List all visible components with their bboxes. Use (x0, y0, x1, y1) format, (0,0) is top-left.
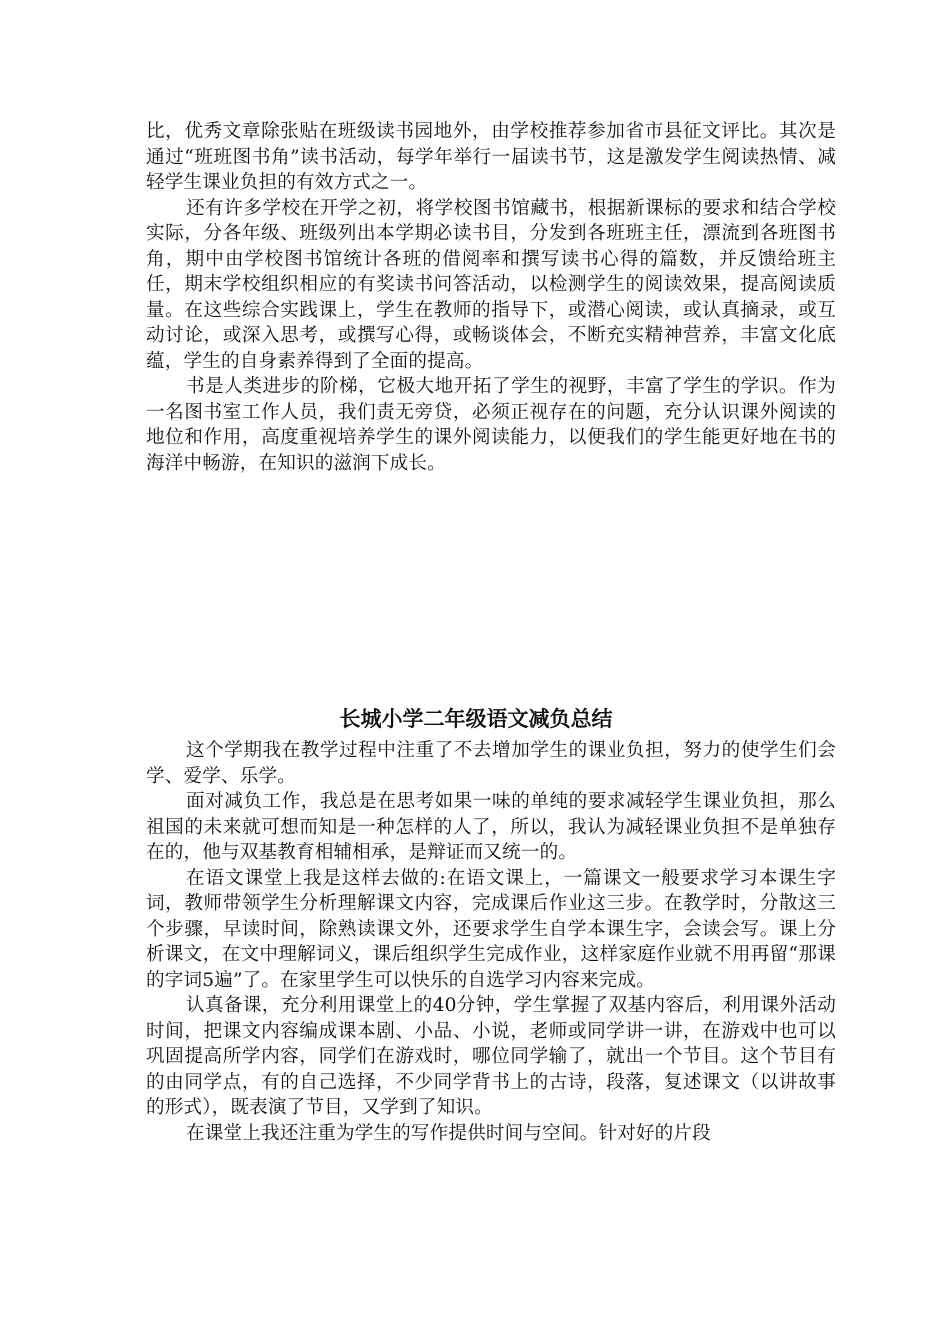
paragraph: 认真备课，充分利用课堂上的40分钟，学生掌握了双基内容后，利用课外活动时间，把课文内容编成课本剧、小品、小说，老师或同学讲一讲，在游戏中也可以巩固提高所学内容，同学们在游戏时，哪位同学输了，就出一个节目。这个节目有的由同学点，有的自己选择，不少同学背书上的古诗，段落，复述课文（以讲故事的形式），既表演了节目，又学到了知识。 (146, 995, 836, 1118)
paragraph: 在语文课堂上我是这样去做的:在语文课上，一篇课文一般要求学习本课生字词，教师带领学生分析理解课文内容，完成课后作业这三步。在教学时，分散这三个步骤，早读时间，除熟读课文外，还要求学生自学本课生字，会读会写。课上分析课文，在文中理解词义，课后组织学生完成作业，这样家庭作业就不用再留“那课的字词5遍”了。在家里学生可以快乐的自选学习内容来完成。 (146, 867, 836, 991)
paragraph: 这个学期我在教学过程中注重了不去增加学生的课业负担，努力的使学生们会学、爱学、乐学。 (146, 740, 836, 787)
paragraph: 在课堂上我还注重为学生的写作提供时间与空间。针对好的片段 (186, 1122, 711, 1144)
paragraph: 书是人类进步的阶梯，它极大地开拓了学生的视野，丰富了学生的学识。作为一名图书室工作人员，我们责无旁贷，必须正视存在的问题，充分认识课外阅读的地位和作用，高度重视培养学生的课外阅读能力，以便我们的学生能更好地在书的海洋中畅游，在知识的滋润下成长。 (146, 376, 836, 474)
paragraph: 比，优秀文章除张贴在班级读书园地外，由学校推荐参加省市县征文评比。其次是通过“班班图书角”读书活动，每学年举行一届读书节，这是激发学生阅读热情、减轻学生课业负担的有效方式之一。 (146, 121, 836, 193)
paragraph: 面对减负工作，我总是在思考如果一味的单纯的要求减轻学生课业负担，那么祖国的未来就可想而知是一种怎样的人了，所以，我认为减轻课业负担不是单独存在的，他与双基教育相辅相承，是辩证而又统一的。 (146, 791, 836, 863)
article-body (146, 738, 836, 1146)
previous-article-continuation (146, 119, 836, 476)
paragraph: 还有许多学校在开学之初，将学校图书馆藏书，根据新课标的要求和结合学校实际，分各年级、班级列出本学期必读书目，分发到各班班主任，漂流到各班图书角，期中由学校图书馆统计各班的借阅率和撰写读书心得的篇数，并反馈给班主任，期末学校组织相应的有奖读书问答活动，以检测学生的阅读效果，提高阅读质量。在这些综合实践课上，学生在教师的指导下，或潜心阅读，或认真摘录，或互动讨论，或深入思考，或撰写心得，或畅谈体会，不断充实精神营养，丰富文化底蕴，学生的自身素养得到了全面的提高。 (146, 197, 836, 372)
article-title: 长城小学二年级语文减负总结 (339, 706, 613, 731)
